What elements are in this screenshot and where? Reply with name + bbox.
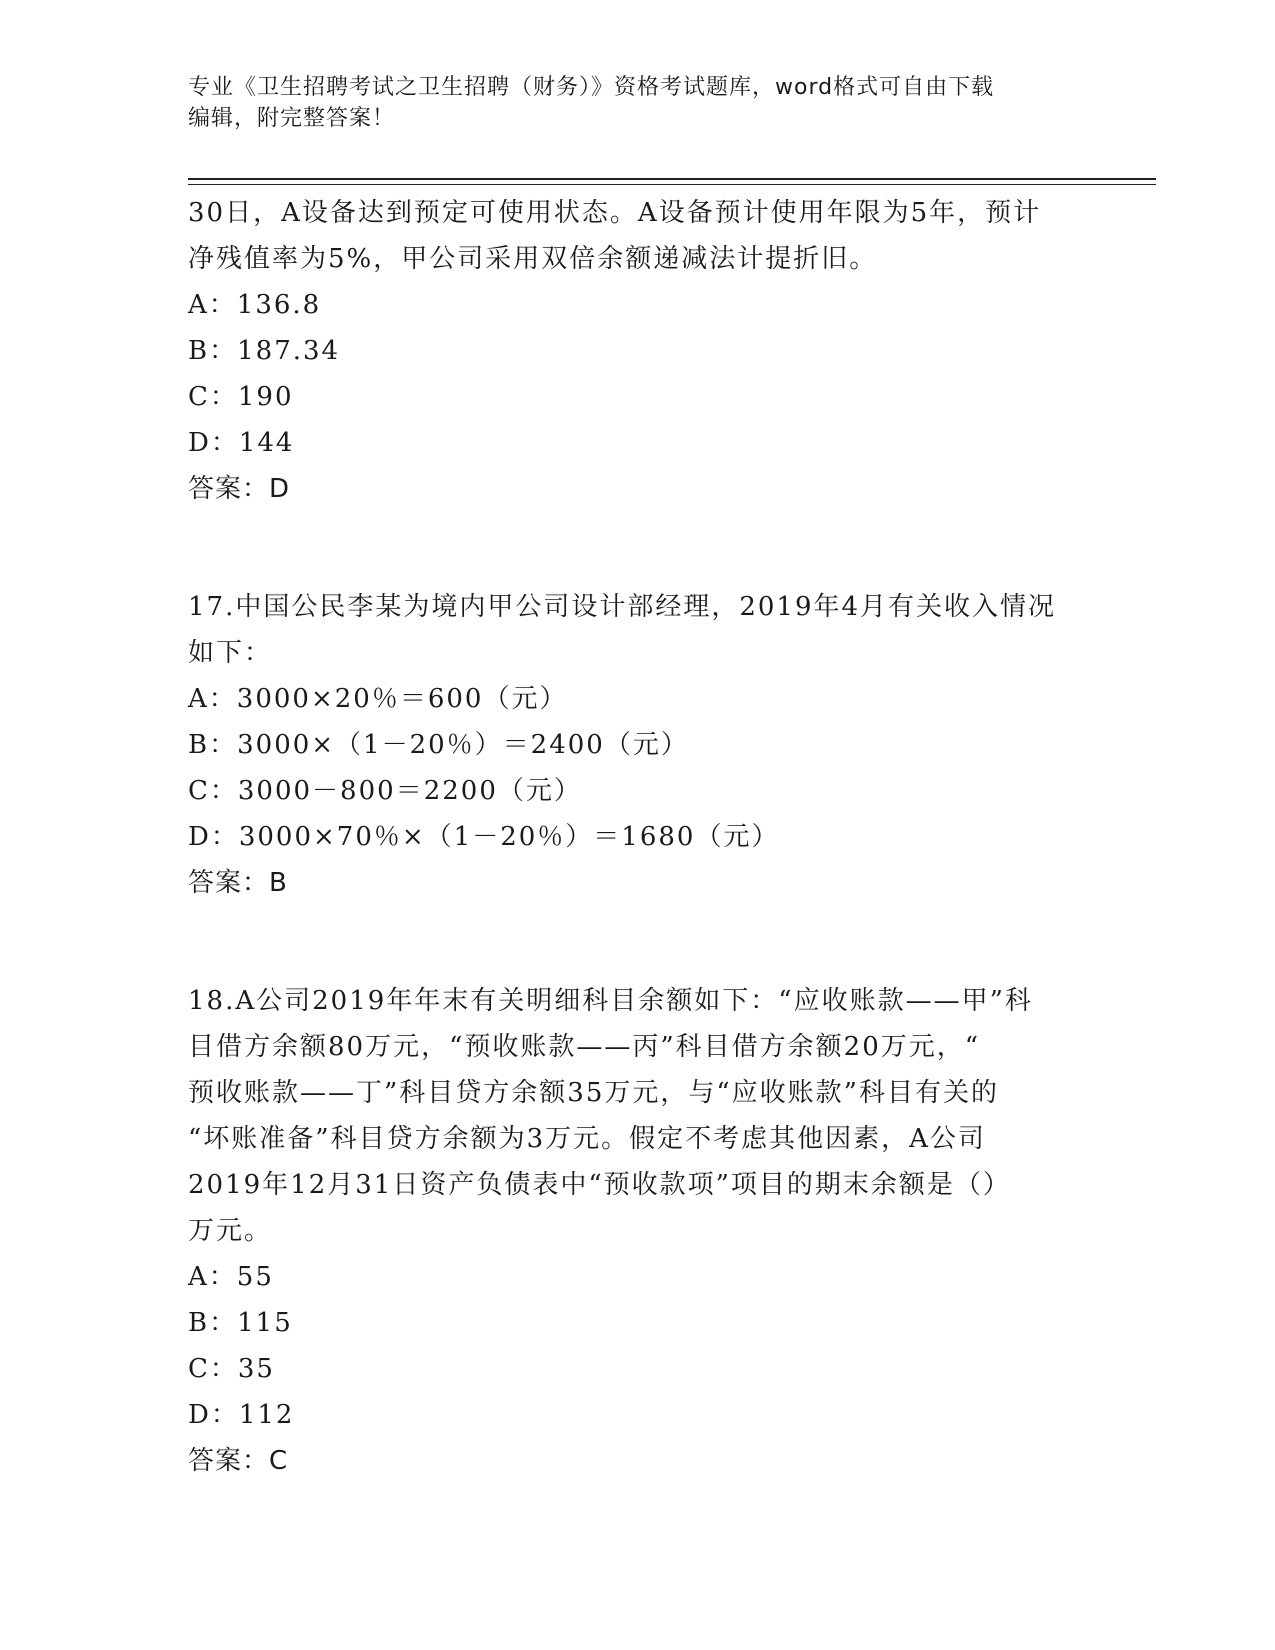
spacer <box>188 512 1088 584</box>
option-d: D：144 <box>188 428 295 458</box>
question-text-line: 预收账款——丁”科目贷方余额35万元，与“应收账款”科目有关的 <box>188 1078 999 1108</box>
option-b: B：115 <box>188 1308 293 1338</box>
question-text-line: “坏账准备”科目贷方余额为3万元。假定不考虑其他因素，A公司 <box>188 1124 986 1154</box>
option-c: C：3000－800＝2200（元） <box>188 776 582 806</box>
option-a: A：136.8 <box>188 290 322 320</box>
option-d: D：3000×70％×（1－20％）＝1680（元） <box>188 822 780 852</box>
question-text-line: 万元。 <box>188 1216 273 1246</box>
answer-line: 答案：C <box>188 1446 289 1476</box>
question-text-line: 17.中国公民李某为境内甲公司设计部经理，2019年4月有关收入情况 <box>188 592 1057 622</box>
option-c: C：35 <box>188 1354 275 1384</box>
question-text-line: 30日，A设备达到预定可使用状态。A设备预计使用年限为5年，预计 <box>188 198 1042 228</box>
question-text-line: 净残值率为5%，甲公司采用双倍余额递减法计提折旧。 <box>188 244 878 274</box>
spacer <box>188 906 1088 978</box>
question-text-line: 目借方余额80万元，“预收账款——丙”科目借方余额20万元，“ <box>188 1032 981 1062</box>
answer-line: 答案：D <box>188 474 291 504</box>
question-text-line: 如下： <box>188 638 273 668</box>
header-line-1: 专业《卫生招聘考试之卫生招聘（财务）》资格考试题库，word格式可自由下载 <box>188 75 995 100</box>
option-b: B：187.34 <box>188 336 341 366</box>
answer-line: 答案：B <box>188 868 288 898</box>
option-c: C：190 <box>188 382 294 412</box>
document-header <box>188 72 1068 134</box>
question-text-line: 18.A公司2019年年末有关明细科目余额如下：“应收账款——甲”科 <box>188 986 1033 1016</box>
question-block <box>188 190 1088 512</box>
question-block <box>188 978 1088 1484</box>
option-a: A：3000×20％＝600（元） <box>188 684 568 714</box>
question-text-line: 2019年12月31日资产负债表中“预收款项”项目的期末余额是（） <box>188 1170 1011 1200</box>
question-block <box>188 584 1088 906</box>
option-b: B：3000×（1－20％）＝2400（元） <box>188 730 689 760</box>
option-d: D：112 <box>188 1400 295 1430</box>
option-a: A：55 <box>188 1262 274 1292</box>
header-divider-thick <box>188 178 1156 180</box>
question-list <box>188 190 1088 1484</box>
header-divider-thin <box>188 184 1156 185</box>
header-line-2: 编辑，附完整答案！ <box>188 106 396 131</box>
